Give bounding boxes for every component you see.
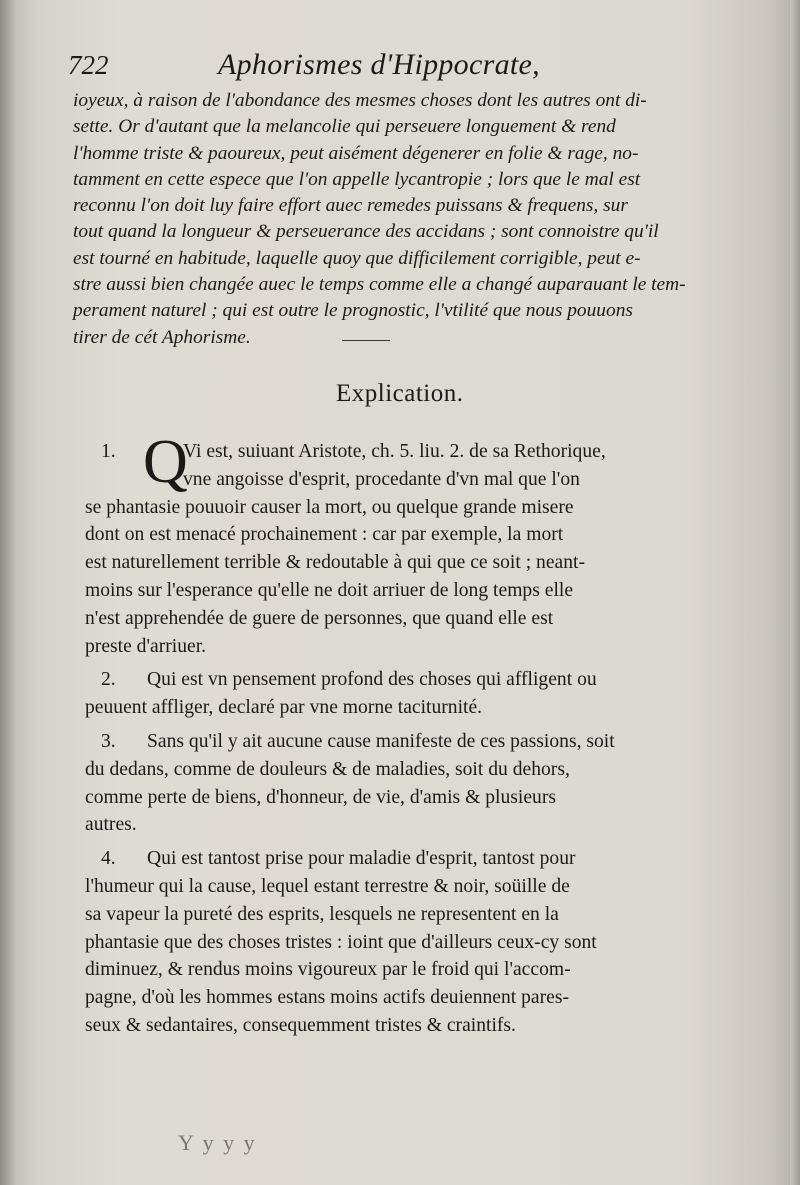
text-line: tamment en cette espece que l'on appelle lycantropie ; lors que le mal est [73, 168, 641, 190]
drop-cap: Q [143, 428, 188, 496]
text-line: tout quand la longueur & perseuerance des accidans ; sont connoistre qu'il [73, 221, 659, 243]
text-line [85, 845, 745, 873]
line-text: Qui est tantost prise pour maladie d'esprit, tantost pour [147, 848, 576, 870]
text-line: perament naturel ; qui est outre le prognostic, l'vtilité que nous pouuons [73, 300, 633, 322]
page-header [68, 50, 758, 90]
text-line: comme perte de biens, d'honneur, de vie, d'amis & plusieurs [85, 786, 556, 808]
explication-item-2 [85, 666, 745, 722]
text-line: est tourné en habitude, laquelle quoy que difficilement corrigible, peut e- [73, 247, 641, 269]
running-title: Aphorismes d'Hippocrate, [218, 48, 540, 81]
text-line: peuuent affliger, declaré par vne morne taciturnité. [85, 697, 483, 719]
text-line [85, 438, 745, 466]
text-line: est naturellement terrible & redoutable à qui que ce soit ; neant- [85, 552, 585, 574]
item-number: 4. [101, 848, 116, 870]
explication-item-3 [85, 728, 745, 839]
explication-item-4 [85, 845, 745, 1040]
text-line: phantasie que des choses tristes : ioint que d'ailleurs ceux-cy sont [85, 931, 597, 953]
item-number: 2. [101, 669, 116, 691]
text-line: preste d'arriuer. [85, 635, 207, 657]
line-text: Qui est vn pensement profond des choses qui affligent ou [147, 669, 597, 691]
text-line: sette. Or d'autant que la melancolie qui perseuere longuement & rend [73, 116, 616, 138]
text-line: dont on est menacé prochainement : car par exemple, la mort [85, 524, 564, 546]
text-line: pagne, d'où les hommes estans moins actifs deuiennent pares- [85, 987, 569, 1009]
section-title: Explication. [336, 380, 464, 407]
page-number: 722 [68, 50, 109, 80]
text-line: n'est apprehendée de guere de personnes, que quand elle est [85, 607, 554, 629]
page-right-edge [790, 0, 800, 1185]
explication-item-1 [85, 428, 745, 660]
item-number: 1. [101, 441, 116, 462]
text-line: stre aussi bien changée auec le temps comme elle a changé auparauant le tem- [73, 274, 686, 296]
text-line: moins sur l'esperance qu'elle ne doit arriuer de long temps elle [85, 579, 574, 601]
text-line: du dedans, comme de douleurs & de maladies, soit du dehors, [85, 758, 570, 780]
explication-body [85, 428, 745, 1040]
signature-mark: Y y y y [178, 1130, 257, 1155]
text-line: sa vapeur la pureté des esprits, lesquels ne representent en la [85, 903, 559, 925]
text-line [85, 728, 745, 756]
text-line: tirer de cét Aphorisme. [73, 326, 251, 348]
end-rule [342, 340, 390, 341]
item-number: 3. [101, 730, 116, 752]
text-line: l'humeur qui la cause, lequel estant terrestre & noir, soüille de [85, 875, 570, 897]
line-text: Sans qu'il y ait aucune cause manifeste de ces passions, soit [147, 730, 615, 752]
intro-paragraph [73, 88, 713, 351]
text-line: ioyeux, à raison de l'abondance des mesmes choses dont les autres ont di- [73, 90, 647, 111]
text-line: autres. [85, 814, 137, 836]
text-line: l'homme triste & paoureux, peut aisément dégenerer en folie & rage, no- [73, 142, 639, 164]
text-line: diminuez, & rendus moins vigoureux par le froid qui l'accom- [85, 959, 571, 981]
text-line [85, 666, 745, 694]
text-line: se phantasie pouuoir causer la mort, ou quelque grande misere [85, 496, 574, 518]
line-text: Vi est, suiuant Aristote, ch. 5. liu. 2. de sa Rethorique, [183, 441, 606, 462]
text-line: seux & sedantaires, consequemment tristes & craintifs. [85, 1014, 516, 1036]
page-left-edge [0, 0, 18, 1185]
text-line: reconnu l'on doit luy faire effort auec remedes puissans & frequens, sur [73, 195, 628, 217]
text-line: vne angoisse d'esprit, procedante d'vn mal que l'on [183, 468, 580, 490]
